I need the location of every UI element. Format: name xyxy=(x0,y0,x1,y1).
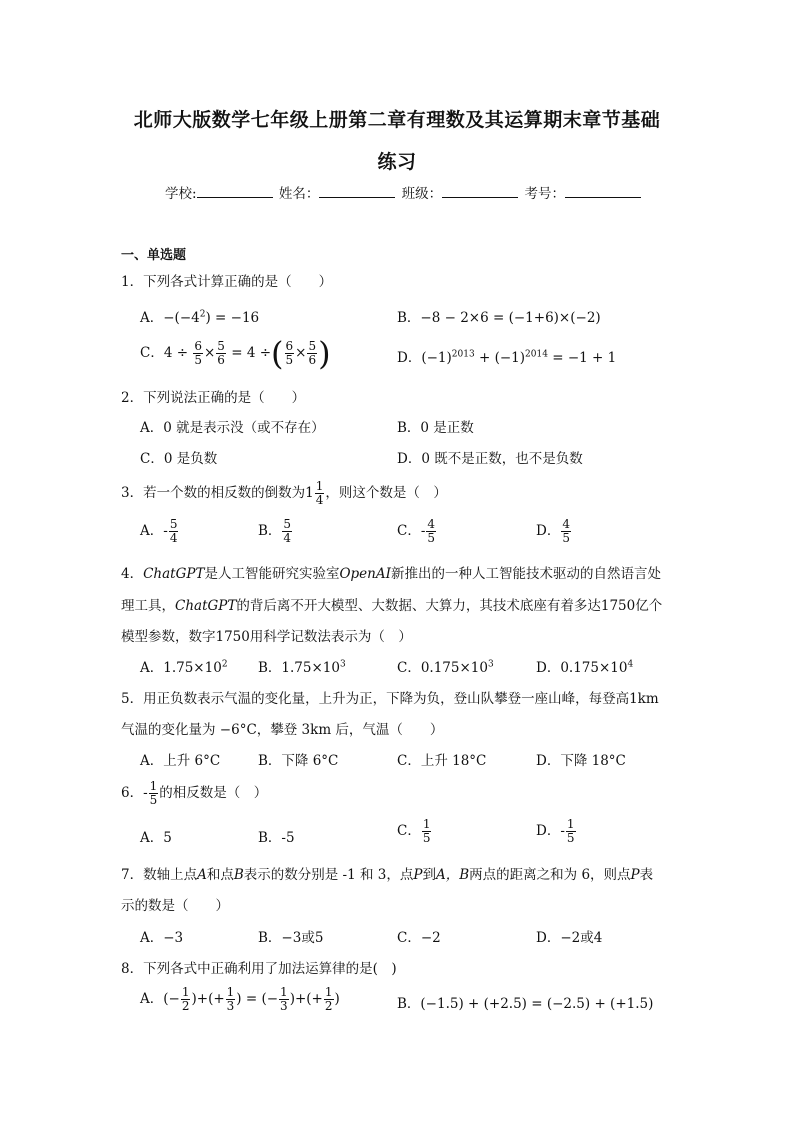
question-7-line2: 示的数是（ ） xyxy=(121,898,229,914)
q6-c-frac: $\frac{1}{5}$ xyxy=(422,817,431,845)
q1-c-frac4: $\frac{5}{6}$ xyxy=(308,339,317,367)
q3-b-frac: $\frac{5}{4}$ xyxy=(283,517,292,545)
q6-d-frac: $\frac{1}{5}$ xyxy=(566,817,575,845)
q1-a-prefix: A． xyxy=(140,310,164,326)
q1-c-frac1: $\frac{6}{5}$ xyxy=(194,339,202,367)
q1-d-sup1: 2013 xyxy=(451,349,475,360)
q5-option-c[interactable]: C．上升 18°C xyxy=(397,753,487,769)
question-6-stem: 6．- $\frac{1}{5}$ 的相反数是（ ） xyxy=(121,779,268,807)
page-title-line2: 练习 xyxy=(377,151,417,173)
q3-c-sign: - xyxy=(420,523,426,539)
q3-option-b[interactable] xyxy=(258,518,293,545)
q4-option-b[interactable]: B．$1.75\times 10^3$ xyxy=(258,659,346,676)
q1-option-a[interactable] xyxy=(140,306,259,326)
section-title: 一、单选题 xyxy=(121,248,187,263)
q1-option-d[interactable] xyxy=(397,346,616,366)
question-7-line1: 7．数轴上点A和点B表示的数分别是 -1 和 3，点P到A，B两点的距离之和为 6，则点P表 xyxy=(121,867,654,883)
q3-option-a[interactable] xyxy=(140,518,179,545)
student-info-line xyxy=(165,182,643,202)
class-blank[interactable] xyxy=(442,185,518,198)
q4-option-c[interactable]: C．$0.175\times 10^3$ xyxy=(397,659,494,676)
exam-no-label: 考号： xyxy=(524,186,565,202)
question-3-stem xyxy=(121,480,447,507)
q7-option-a[interactable]: A．−3 xyxy=(140,930,184,946)
name-label: 姓名： xyxy=(278,186,320,202)
q2-option-d[interactable]: D．0 既不是正数，也不是负数 xyxy=(397,451,583,467)
school-label: 学校: xyxy=(165,186,197,202)
q1-option-b[interactable] xyxy=(397,306,601,326)
q1-c-times2: × xyxy=(295,345,307,361)
q1-d-prefix: D． xyxy=(397,350,422,366)
question-2-stem: 2．下列说法正确的是（ ） xyxy=(121,390,306,406)
page-title-line1: 北师大版数学七年级上册第二章有理数及其运算期末章节基础 xyxy=(133,109,661,131)
q1-c-times: × xyxy=(203,345,216,361)
q1-c-frac2: $\frac{5}{6}$ xyxy=(217,339,225,367)
q3-option-d[interactable] xyxy=(536,518,572,545)
q1-c-left-paren-icon: ( xyxy=(271,334,284,373)
q4-openai-term: OpenAI xyxy=(339,566,391,582)
q3-mixed-frac: $\frac{1}{4}$ xyxy=(315,479,324,507)
q3-c-frac: $\frac{4}{5}$ xyxy=(427,517,436,545)
question-4-line1: 4．ChatGPT是人工智能研究实验室OpenAI新推出的一种人工智能技术驱动的自然语言处 xyxy=(121,566,661,582)
q4-chatgpt-term: ChatGPT xyxy=(143,566,205,582)
q3-stem-post: ，则这个数是（ ） xyxy=(325,485,447,501)
q5-option-a[interactable]: A．上升 6°C xyxy=(140,753,221,769)
q1-c-eq: = 4 ÷ xyxy=(231,345,272,361)
q1-c-right-paren-icon: ) xyxy=(318,334,331,373)
q2-option-b[interactable]: B．0 是正数 xyxy=(397,420,474,436)
q8-option-b[interactable]: B．(−1.5) + (+2.5) = (−2.5) + (+1.5) xyxy=(397,996,654,1012)
q6-option-c[interactable]: C． $\frac{1}{5}$ xyxy=(397,817,431,845)
q3-a-prefix: A． xyxy=(140,523,164,539)
class-label: 班级： xyxy=(401,186,443,202)
question-5-line2: 气温的变化量为 −6°C，攀登 3km 后，气温（ ） xyxy=(121,722,444,738)
q6-option-d[interactable]: D．- $\frac{1}{5}$ xyxy=(536,817,575,845)
q1-c-lead: 4 ÷ xyxy=(163,345,189,361)
q3-stem-pre: 3．若一个数的相反数的倒数为 xyxy=(121,485,306,501)
exam-no-blank[interactable] xyxy=(565,185,641,198)
q7-option-c[interactable]: C．−2 xyxy=(397,930,441,946)
q1-a-sup: 2 xyxy=(199,309,206,320)
q1-d-tail: = −1 + 1 xyxy=(547,350,617,366)
q4-option-d[interactable]: D．$0.175\times 10^4$ xyxy=(536,659,634,676)
q8-a-frac2: $\frac{1}{3}$ xyxy=(226,985,235,1013)
q1-b-expr: −8 − 2×6 = (−1+6)×(−2) xyxy=(420,310,601,326)
school-blank[interactable] xyxy=(197,185,273,198)
q3-d-frac: $\frac{4}{5}$ xyxy=(562,517,570,545)
q2-option-c[interactable]: C．0 是负数 xyxy=(140,451,218,467)
question-8-stem: 8．下列各式中正确利用了加法运算律的是( ) xyxy=(121,961,397,977)
q3-mixed-whole: 1 xyxy=(305,485,314,501)
q8-option-a[interactable]: A．(− $\frac{1}{2}$ )+(+ $\frac{1}{3}$ ) = (− $\frac{1}{3}$ )+(+ $\frac{1}{2}$ ) xyxy=(140,985,340,1013)
q1-d-plus: + (−1) xyxy=(474,350,526,366)
q5-option-d[interactable]: D．下降 18°C xyxy=(536,753,626,769)
q1-d-base1: (−1) xyxy=(421,350,452,366)
q3-b-prefix: B． xyxy=(258,523,282,539)
q1-c-frac3: $\frac{6}{5}$ xyxy=(285,339,294,367)
q4-chatgpt-term-2: ChatGPT xyxy=(175,598,237,614)
q7-option-b[interactable]: B．−3或5 xyxy=(258,930,324,946)
q1-d-sup2: 2014 xyxy=(525,349,548,360)
q2-option-a[interactable]: A．0 就是表示没（或不存在） xyxy=(140,420,325,436)
q8-a-frac4: $\frac{1}{2}$ xyxy=(324,985,333,1013)
q3-c-prefix: C． xyxy=(397,523,421,539)
q3-d-prefix: D． xyxy=(536,523,561,539)
q8-a-frac3: $\frac{1}{3}$ xyxy=(280,985,288,1013)
q4-option-a[interactable]: A．$1.75\times 10^2$ xyxy=(140,659,228,676)
q8-a-frac1: $\frac{1}{2}$ xyxy=(181,985,190,1013)
q3-a-sign: - xyxy=(163,523,168,539)
question-4-line3: 模型参数，数字1750用科学记数法表示为（ ） xyxy=(121,629,412,645)
q6-option-b[interactable]: B．-5 xyxy=(258,830,295,846)
name-blank[interactable] xyxy=(319,185,395,198)
q1-b-prefix: B． xyxy=(397,310,421,326)
question-4-line2: 理工具，ChatGPT的背后离不开大模型、大数据、大算力，其技术底座有着多达1750亿个 xyxy=(121,598,663,614)
q1-c-prefix: C． xyxy=(140,345,164,361)
question-1-stem: 1．下列各式计算正确的是（ ） xyxy=(121,274,333,290)
q3-a-frac: $\frac{5}{4}$ xyxy=(169,517,178,545)
q7-option-d[interactable]: D．−2或4 xyxy=(536,930,603,946)
q3-option-c[interactable] xyxy=(397,518,437,545)
q1-a-expr: −(−4 xyxy=(163,310,200,326)
question-5-line1: 5．用正负数表示气温的变化量，上升为正，下降为负，登山队攀登一座山峰，每登高1km xyxy=(121,691,659,707)
q6-option-a[interactable]: A．5 xyxy=(140,830,172,846)
q6-stem-frac: $\frac{1}{5}$ xyxy=(149,779,158,807)
q1-option-c[interactable] xyxy=(140,334,331,373)
q5-option-b[interactable]: B．下降 6°C xyxy=(258,753,339,769)
q1-a-tail: ) = −16 xyxy=(205,310,260,326)
